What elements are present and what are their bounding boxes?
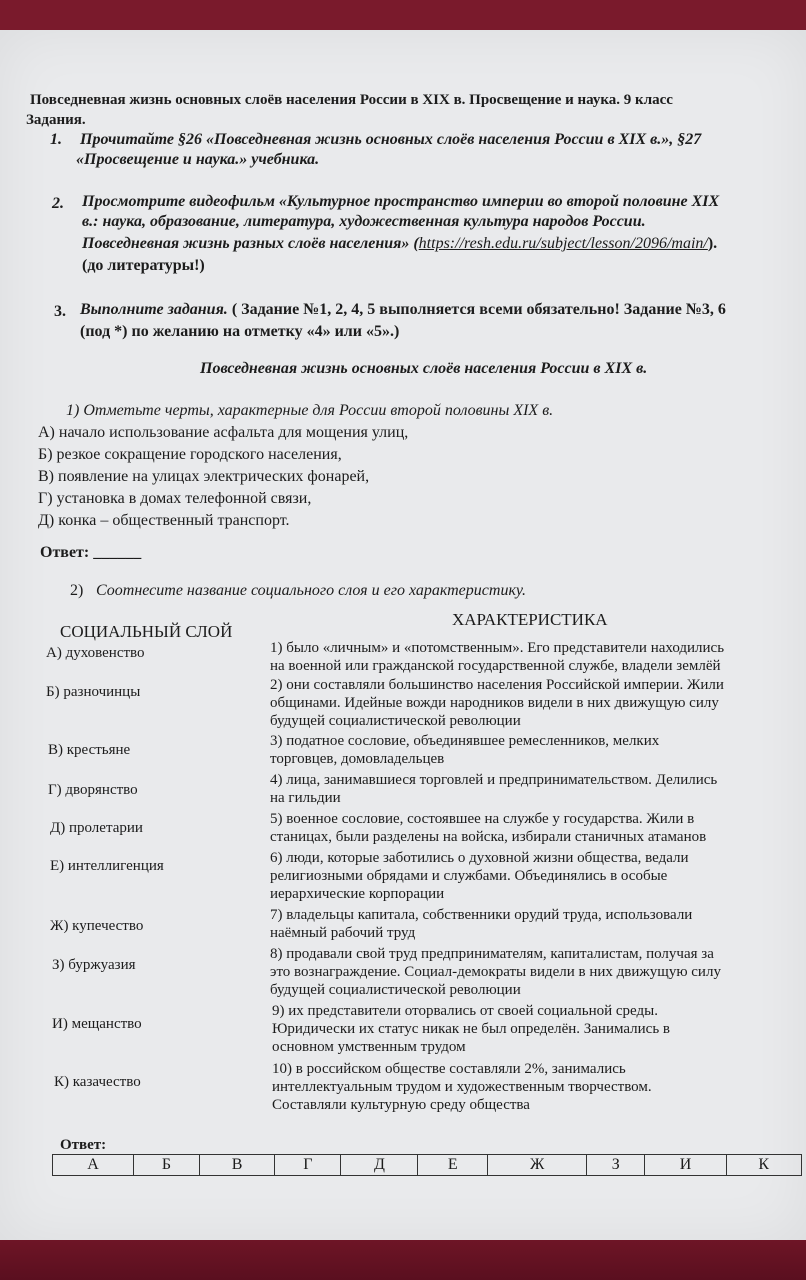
characteristic-item: 6) люди, которые заботились о духовной жизни общества, ведали религиозными обрядами и службами. Объединялись в особые иерархические корпорации (270, 850, 689, 902)
layer-item: И) мещанство (52, 1016, 142, 1032)
characteristic-item: 10) в российском обществе составляли 2%, занимались интеллектуальным трудом и художественным творчеством. Составляли культурную среду общества (272, 1061, 652, 1113)
video-link[interactable]: https://resh.edu.ru/subject/lesson/2096/main/ (418, 235, 708, 252)
column-header-characteristic: ХАРАКТЕРИСТИКА (452, 610, 608, 629)
answer-header-cell: Д (341, 1155, 418, 1176)
answer-header-cell: К (726, 1155, 801, 1176)
column-header-layer: СОЦИАЛЬНЫЙ СЛОЙ (60, 622, 233, 641)
question-1-answer[interactable]: Ответ: ______ (40, 544, 142, 561)
question-1-option-b: Б) резкое сокращение городского населения, (38, 446, 342, 463)
layer-item: В) крестьяне (48, 742, 131, 758)
instruction-3-num: 3. (54, 303, 66, 320)
answer-header-cell: З (587, 1155, 645, 1176)
layer-item: Б) разночинцы (46, 684, 141, 700)
layer-item: Е) интеллигенция (50, 858, 164, 874)
answer-header-cell: Б (134, 1155, 200, 1176)
question-1-option-d: Г) установка в домах телефонной связи, (38, 490, 312, 507)
instruction-2-line-3: Повседневная жизнь разных слоёв населения» (https://resh.edu.ru/subject/lesson/2096/main/). (82, 235, 718, 252)
instruction-3-line-2: (под *) по желанию на отметку «4» или «5».) (80, 323, 400, 340)
characteristic-item: 9) их представители оторвались от своей социальной среды. Юридически их статус никак не был определён. Занимались в основном умственным трудом (272, 1003, 670, 1055)
question-2-num: 2) (70, 582, 84, 599)
answer-table (52, 1154, 802, 1176)
question-2-answer-label: Ответ: (60, 1137, 107, 1153)
instruction-1-num: 1. (50, 131, 62, 148)
instruction-2-line-1: Просмотрите видеофильм «Культурное пространство империи во второй половине XIX (82, 193, 720, 210)
instruction-2-line-2: в.: наука, образование, литература, художественная культура народов России. (82, 213, 646, 230)
characteristic-item: 2) они составляли большинство населения Российской империи. Жили общинами. Идейные вожди народников видели в них движущую силу будущей социалистической революции (270, 677, 724, 729)
question-1-option-e: Д) конка – общественный транспорт. (38, 512, 290, 529)
layer-item: Ж) купечество (50, 918, 144, 934)
page-title: Повседневная жизнь основных слоёв населения России в XIX в. Просвещение и наука. 9 класс (30, 92, 673, 108)
characteristic-item: 7) владельцы капитала, собственники орудий труда, использовали наёмный рабочий труд (270, 907, 693, 941)
answer-header-row (53, 1155, 802, 1176)
worksheet-page (0, 30, 806, 1242)
instruction-2-num: 2. (52, 195, 64, 212)
instruction-2-line-4: (до литературы!) (82, 257, 205, 274)
layer-item: А) духовенство (46, 645, 145, 661)
characteristic-item: 1) было «личным» и «потомственным». Его представители находились на военной или гражданской государственной службе, владели землёй (270, 640, 725, 674)
question-1-prompt: 1) Отметьте черты, характерные для России второй половины XIX в. (66, 402, 554, 419)
question-1-option-c: В) появление на улицах электрических фонарей, (38, 468, 370, 485)
answer-header-cell: И (645, 1155, 726, 1176)
characteristic-item: 8) продавали свой труд предпринимателям, капиталистам, получая за это вознаграждение. Социал-демократы видели в них движущую силу будущей социалистической революции (270, 946, 721, 998)
instruction-1-line-1: Прочитайте §26 «Повседневная жизнь основных слоёв населения России в XIX в.», §27 (80, 131, 702, 148)
answer-header-cell: А (53, 1155, 134, 1176)
instruction-1-line-2: «Просвещение и наука.» учебника. (76, 151, 320, 168)
section-title: Повседневная жизнь основных слоёв населения России в XIX в. (200, 360, 648, 377)
characteristic-item: 3) податное сословие, объединявшее ремесленников, мелких торговцев, домовладельцев (270, 733, 660, 767)
characteristic-item: 4) лица, занимавшиеся торговлей и предпринимательством. Делились на гильдии (270, 772, 718, 806)
instruction-3-line-1: Выполните задания. ( Задание №1, 2, 4, 5 выполняется всеми обязательно! Задание №3, 6 (80, 301, 726, 318)
answer-header-cell: В (199, 1155, 274, 1176)
answer-header-cell: Е (418, 1155, 488, 1176)
answer-header-cell: Г (275, 1155, 341, 1176)
layer-item: К) казачество (54, 1074, 141, 1090)
layer-item: З) буржуазия (52, 957, 136, 973)
question-1-option-a: А) начало использование асфальта для мощения улиц, (38, 424, 409, 441)
characteristic-item: 5) военное сословие, состоявшее на службе у государства. Жили в станицах, были разделены на войска, избирали станичных атаманов (270, 811, 707, 845)
tasks-label: Задания. (26, 112, 86, 128)
answer-header-cell: Ж (488, 1155, 587, 1176)
layer-item: Д) пролетарии (50, 820, 143, 836)
layer-item: Г) дворянство (48, 782, 138, 798)
background-surface (0, 1240, 806, 1280)
question-2-prompt: Соотнесите название социального слоя и его характеристику. (96, 582, 527, 599)
